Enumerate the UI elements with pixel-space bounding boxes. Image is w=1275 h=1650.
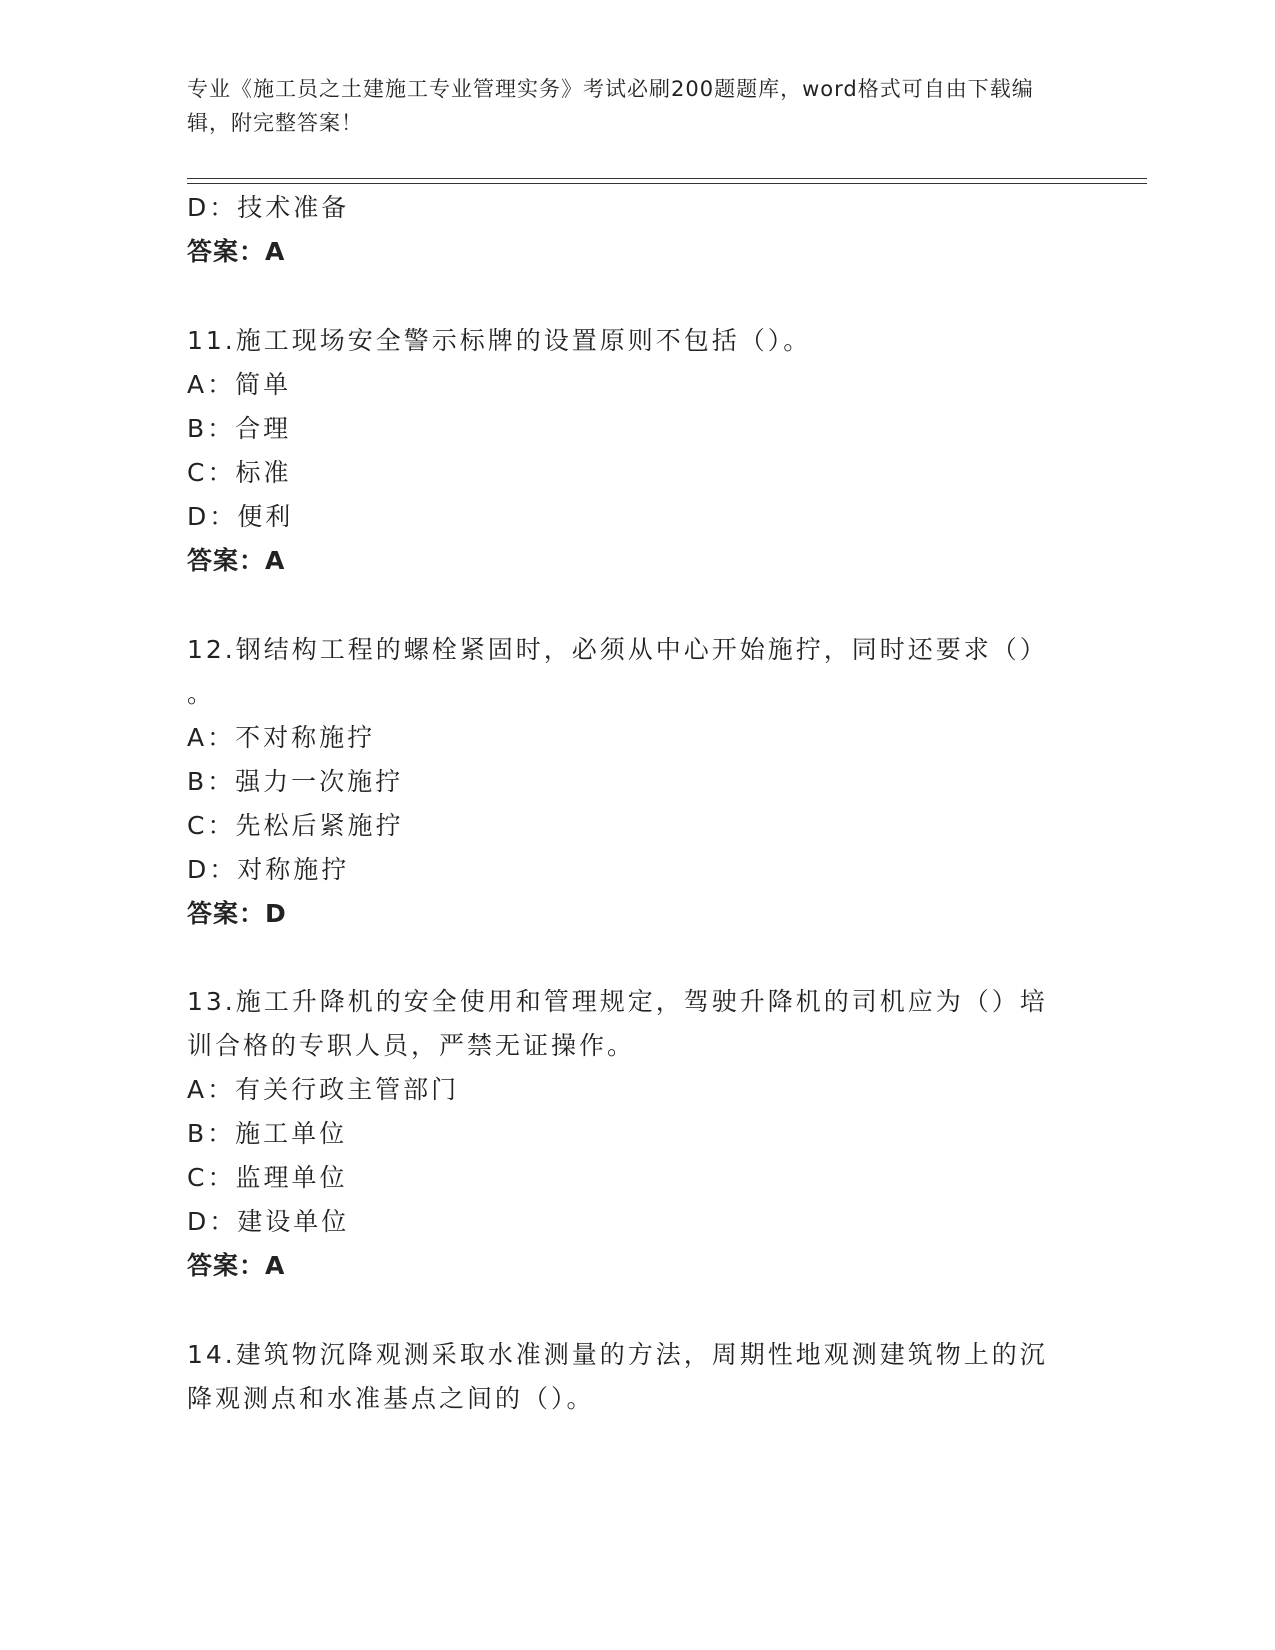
q13-option-b: B：施工单位 — [187, 1119, 348, 1148]
prev-option-d: D：技术准备 — [187, 193, 350, 222]
prev-answer: 答案：A — [187, 237, 286, 266]
q12-option-d: D：对称施拧 — [187, 855, 350, 884]
q11-answer: 答案：A — [187, 546, 286, 575]
q11-option-a: A：简单 — [187, 370, 292, 399]
q12-stem-line2: 。 — [187, 679, 216, 708]
header-divider-bottom — [187, 183, 1147, 184]
q13-answer: 答案：A — [187, 1251, 286, 1280]
q13-stem-line2: 训合格的专职人员，严禁无证操作。 — [187, 1031, 636, 1060]
q13-option-a: A：有关行政主管部门 — [187, 1075, 460, 1104]
q11-option-b: B：合理 — [187, 414, 292, 443]
header-divider-top — [187, 178, 1147, 179]
q11-option-c: C：标准 — [187, 458, 292, 487]
q11-option-d: D：便利 — [187, 502, 294, 531]
q14-stem-line1: 14.建筑物沉降观测采取水准测量的方法，周期性地观测建筑物上的沉 — [187, 1340, 1048, 1369]
q14-stem-line2: 降观测点和水准基点之间的（）。 — [187, 1384, 595, 1413]
q13-option-c: C：监理单位 — [187, 1163, 348, 1192]
document-header: 专业《施工员之土建施工专业管理实务》考试必刷200题题库，word格式可自由下载编辑，附完整答案！ — [187, 77, 1034, 135]
q12-option-b: B：强力一次施拧 — [187, 767, 404, 796]
q12-stem-line1: 12.钢结构工程的螺栓紧固时，必须从中心开始施拧，同时还要求（） — [187, 635, 1048, 664]
q12-option-c: C：先松后紧施拧 — [187, 811, 404, 840]
q13-option-d: D：建设单位 — [187, 1207, 350, 1236]
q12-answer: 答案：D — [187, 899, 287, 928]
q13-stem-line1: 13.施工升降机的安全使用和管理规定，驾驶升降机的司机应为（）培 — [187, 987, 1048, 1016]
q12-option-a: A：不对称施拧 — [187, 723, 376, 752]
q11-stem: 11.施工现场安全警示标牌的设置原则不包括（）。 — [187, 326, 812, 355]
